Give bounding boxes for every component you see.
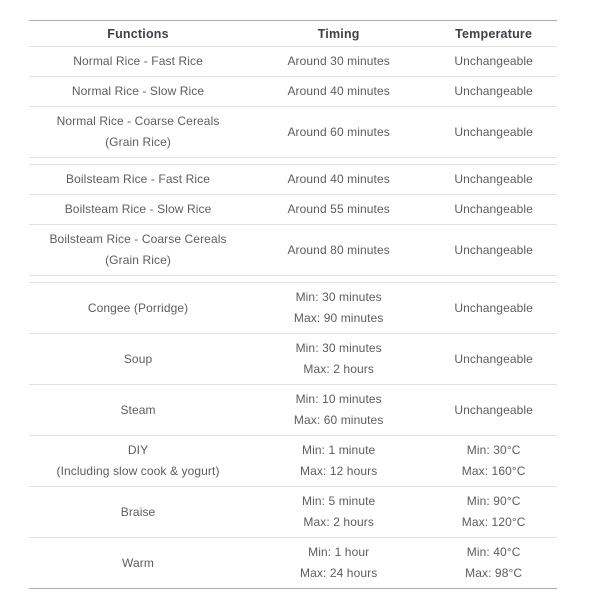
temperature-cell (430, 47, 557, 77)
timing-text-line: Around 40 minutes (287, 172, 390, 186)
temperature-cell (430, 385, 557, 436)
table-row (29, 487, 557, 538)
section-divider-row (29, 276, 557, 283)
function-text-line: Braise (120, 504, 156, 519)
temperature-text-line: Min: 90°C (466, 494, 521, 508)
temperature-cell (430, 538, 557, 589)
function-text-line: Boilsteam Rice - Coarse Cereals (49, 232, 227, 246)
temperature-text-line: Unchangeable (454, 242, 533, 257)
temperature-cell (430, 107, 557, 158)
timing-cell (247, 195, 430, 225)
section-divider-cell (29, 158, 557, 165)
temperature-text-line: Unchangeable (454, 351, 533, 366)
timing-text-line: Max: 90 minutes (293, 311, 384, 325)
function-text-line: Soup (123, 351, 153, 366)
function-text-line: Steam (120, 402, 156, 417)
temperature-cell (430, 165, 557, 195)
temperature-cell (430, 195, 557, 225)
timing-text-line: Around 80 minutes (287, 242, 390, 257)
function-cell (29, 77, 247, 107)
timing-text-line: Around 55 minutes (287, 202, 390, 216)
temperature-text-line: Max: 120°C (461, 515, 526, 529)
temperature-text-line: Max: 98°C (465, 566, 523, 580)
function-text-line: DIY (127, 443, 149, 457)
function-cell (29, 334, 247, 385)
table-row (29, 165, 557, 195)
timing-text-line: Min: 5 minute (301, 494, 376, 508)
function-text-line: (Including slow cook & yogurt) (56, 464, 220, 478)
function-cell (29, 107, 247, 158)
timing-text-line: Min: 30 minutes (295, 290, 382, 304)
timing-text-line: Min: 1 hour (308, 545, 370, 559)
col-header-functions: Functions (29, 21, 247, 47)
temperature-text-line: Min: 30°C (466, 443, 521, 457)
timing-text-line: Around 30 minutes (287, 54, 390, 68)
timing-text-line: Max: 12 hours (299, 464, 378, 478)
timing-cell (247, 334, 430, 385)
function-text-line: Normal Rice - Coarse Cereals (56, 114, 220, 128)
function-text-line: Congee (Porridge) (87, 300, 189, 315)
timing-cell (247, 225, 430, 276)
cooking-functions-table (29, 20, 557, 589)
table-row (29, 77, 557, 107)
table-row (29, 283, 557, 334)
table-header (29, 21, 557, 47)
function-text-line: Boilsteam Rice - Slow Rice (64, 202, 212, 216)
timing-cell (247, 77, 430, 107)
timing-cell (247, 283, 430, 334)
table-row (29, 107, 557, 158)
timing-cell (247, 47, 430, 77)
function-text-line: Normal Rice - Slow Rice (71, 84, 205, 98)
timing-text-line: Max: 60 minutes (293, 413, 384, 427)
function-cell (29, 225, 247, 276)
temperature-text-line: Unchangeable (454, 300, 533, 315)
function-cell (29, 47, 247, 77)
temperature-cell (430, 487, 557, 538)
timing-cell (247, 436, 430, 487)
col-header-timing: Timing (247, 21, 430, 47)
function-cell (29, 487, 247, 538)
table-row (29, 385, 557, 436)
timing-text-line: Around 40 minutes (287, 84, 390, 98)
timing-cell (247, 385, 430, 436)
table-row (29, 436, 557, 487)
timing-text-line: Min: 30 minutes (295, 341, 382, 355)
table-row (29, 47, 557, 77)
timing-text-line: Min: 10 minutes (295, 392, 382, 406)
function-text-line: (Grain Rice) (105, 135, 171, 149)
table-row (29, 538, 557, 589)
table-row (29, 334, 557, 385)
function-text-line: Normal Rice - Fast Rice (73, 54, 203, 68)
temperature-cell (430, 334, 557, 385)
timing-text-line: Max: 2 hours (303, 515, 374, 529)
timing-cell (247, 165, 430, 195)
table-row (29, 225, 557, 276)
temperature-text-line: Unchangeable (454, 84, 533, 98)
timing-text-line: Max: 24 hours (299, 566, 378, 580)
timing-text-line: Max: 2 hours (303, 362, 374, 376)
temperature-text-line: Min: 40°C (466, 545, 521, 559)
temperature-text-line: Unchangeable (454, 124, 533, 139)
function-cell (29, 538, 247, 589)
function-cell (29, 385, 247, 436)
timing-cell (247, 107, 430, 158)
function-cell (29, 283, 247, 334)
function-text-line: Boilsteam Rice - Fast Rice (66, 172, 211, 186)
col-header-temperature: Temperature (430, 21, 557, 47)
timing-text-line: Min: 1 minute (301, 443, 376, 457)
temperature-cell (430, 225, 557, 276)
function-cell (29, 195, 247, 225)
section-divider-row (29, 158, 557, 165)
table-row (29, 195, 557, 225)
function-text-line: Warm (122, 555, 154, 570)
temperature-text-line: Max: 160°C (461, 464, 526, 478)
table-body (29, 47, 557, 589)
temperature-cell (430, 77, 557, 107)
temperature-cell (430, 283, 557, 334)
temperature-text-line: Unchangeable (454, 202, 533, 216)
function-cell (29, 436, 247, 487)
temperature-text-line: Unchangeable (454, 54, 533, 68)
temperature-cell (430, 436, 557, 487)
temperature-text-line: Unchangeable (454, 172, 533, 186)
function-text-line: (Grain Rice) (105, 253, 171, 267)
timing-cell (247, 487, 430, 538)
header-row (29, 21, 557, 47)
timing-cell (247, 538, 430, 589)
temperature-text-line: Unchangeable (454, 402, 533, 417)
section-divider-cell (29, 276, 557, 283)
timing-text-line: Around 60 minutes (287, 124, 390, 139)
function-cell (29, 165, 247, 195)
